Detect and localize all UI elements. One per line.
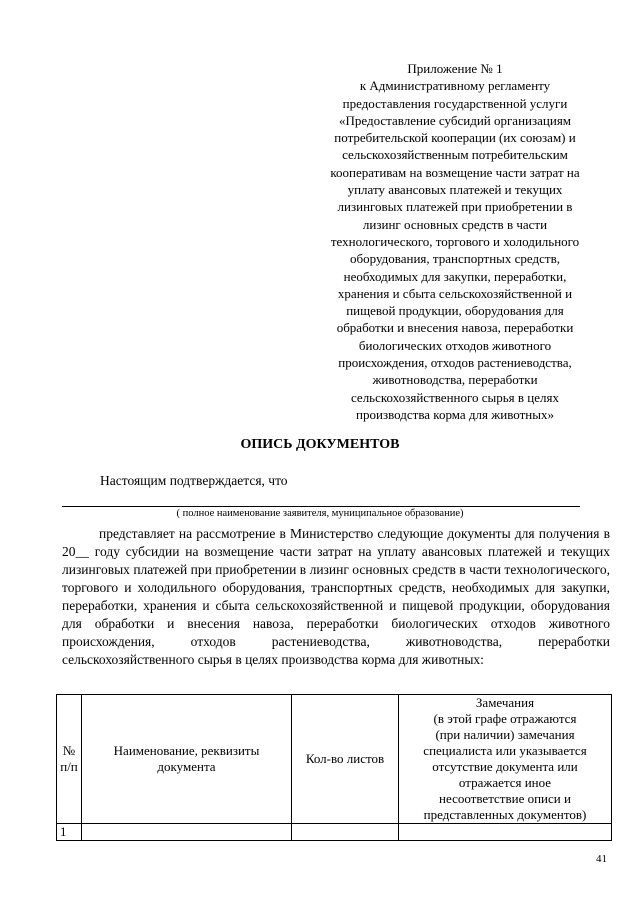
appendix-line: технологического, торгового и холодильного: [330, 233, 580, 249]
confirm-text: Настоящим подтверждается, что: [100, 473, 288, 488]
appendix-line: необходимых для закупки, переработки,: [343, 268, 567, 284]
appendix-line: хранения и сбыта сельскохозяйственной и: [337, 285, 573, 301]
header-name-line: Наименование, реквизиты: [113, 743, 260, 758]
header-remarks-line: отсутствие документа или: [432, 759, 578, 774]
table-header-row: [57, 695, 612, 824]
header-name-line: документа: [157, 759, 216, 774]
table-row: [57, 824, 612, 841]
appendix-line: оборудования, транспортных средств,: [350, 251, 560, 267]
appendix-line: лизинг основных средств в части: [362, 216, 548, 232]
appendix-line: потребительской кооперации (их союзам) и: [334, 130, 576, 146]
document-title: ОПИСЬ ДОКУМЕНТОВ: [240, 437, 400, 452]
header-number-line: №: [62, 743, 76, 758]
appendix-line: предоставления государственной услуги: [342, 95, 568, 111]
header-remarks: [399, 695, 612, 824]
appendix-line: лизинговых платежей при приобретении в: [337, 199, 573, 215]
appendix-line: обработки и внесения навоза, переработки: [336, 320, 574, 336]
documents-table: [56, 694, 612, 841]
header-remarks-line: (при наличии) замечания: [435, 727, 575, 742]
appendix-line: «Предоставление субсидий организациям: [338, 112, 572, 128]
appendix-line: Приложение № 1: [407, 61, 503, 76]
header-number: [57, 695, 82, 824]
row-number-cell: 1: [57, 824, 82, 841]
appendix-line: производства корма для животных»: [356, 406, 554, 422]
body-paragraph: представляет на рассмотрение в Министерство следующие документы для получения в 20__ году субсидии на возмещение части затрат на уплату авансовых платежей и текущих лизинговых платежей при приобретении в лизинг основных средств в части технологического, торгового и холодильного оборудования, транспортных средств, необходимых для закупки, переработки, хранения и сбыта сельскохозяйственной и пищевой продукции, оборудования для обработки и внесения навоза, переработки биологических отходов животного происхождения, отходов растениеводства, животноводства, переработки сельскохозяйственного сырья в целях производства корма для животных:: [62, 526, 610, 667]
appendix-line: биологических отходов животного: [358, 337, 552, 353]
appendix-line: уплату авансовых платежей и текущих: [347, 182, 563, 198]
appendix-line: к Административному регламенту: [359, 78, 551, 94]
appendix-line: сельскохозяйственным потребительским: [342, 147, 568, 163]
row-remarks-cell[interactable]: [399, 824, 612, 841]
appendix-line: происхождения, отходов растениеводства,: [338, 355, 572, 371]
page-number: 41: [596, 853, 607, 865]
header-remarks-line: специалиста или указывается: [423, 743, 587, 758]
appendix-header: [300, 60, 610, 423]
header-sheet-count: Кол-во листов: [292, 695, 399, 824]
header-remarks-line: отражается иное: [458, 775, 552, 790]
row-document-name-cell[interactable]: [82, 824, 292, 841]
appendix-line: сельскохозяйственного сырья в целях: [351, 389, 559, 405]
header-remarks-line: представленных документов): [423, 807, 587, 822]
header-remarks-line: (в этой графе отражаются: [433, 711, 577, 726]
header-remarks-line: несоответствие описи и: [439, 791, 571, 806]
applicant-caption: ( полное наименование заявителя, муниципальное образование): [176, 508, 464, 519]
applicant-name-line[interactable]: [62, 506, 580, 507]
header-number-line: п/п: [60, 759, 78, 774]
header-remarks-line: Замечания: [475, 695, 535, 710]
appendix-line: кооперативам на возмещение части затрат на: [330, 164, 580, 180]
row-sheet-count-cell[interactable]: [292, 824, 399, 841]
appendix-line: животноводства, переработки: [372, 372, 538, 388]
appendix-line: пищевой продукции, оборудования для: [346, 303, 564, 319]
header-document-name: [82, 695, 292, 824]
